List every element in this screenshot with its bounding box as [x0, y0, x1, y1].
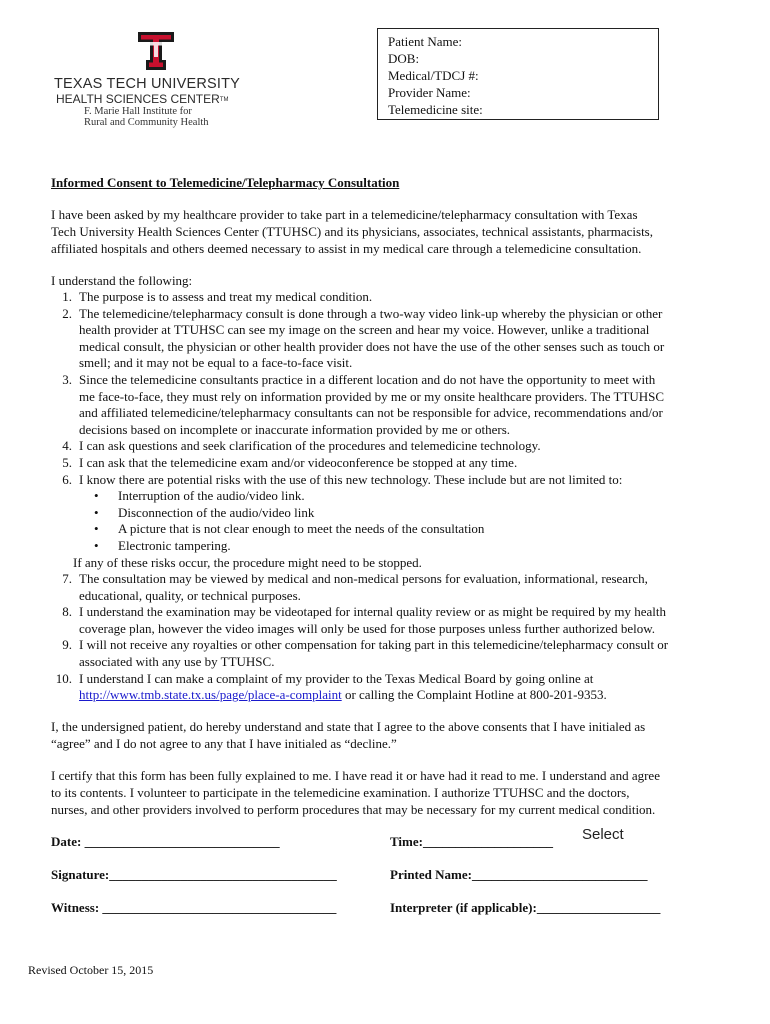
- risk-bullet: • A picture that is not clear enough to meet the needs of the consultation: [94, 521, 485, 537]
- list-item: 10. I understand I can make a complaint of my provider to the Texas Medical Board by going online at http://www.tmb.state.tx.us/page/place-a-complaint or calling the Complaint Hotline at 800-201-9353.: [55, 670, 607, 703]
- double-t-logo-icon: [136, 30, 176, 72]
- complaint-link[interactable]: http://www.tmb.state.tx.us/page/place-a-complaint: [79, 687, 342, 703]
- list-item: 1. The purpose is to assess and treat my medical condition.: [62, 289, 373, 304]
- interpreter-field[interactable]: Interpreter (if applicable):___________________: [390, 900, 661, 915]
- understand-heading: I understand the following:: [51, 273, 193, 288]
- telemedicine-site-field[interactable]: Telemedicine site:: [388, 102, 483, 117]
- list-item: 5. I can ask that the telemedicine exam and/or videoconference be stopped at any time.: [62, 454, 518, 470]
- list-item: 6. I know there are potential risks with the use of this new technology. These include but are not limited to:: [62, 471, 623, 487]
- intro-paragraph: [51, 206, 711, 257]
- risk-bullet: • Disconnection of the audio/video link: [94, 504, 315, 520]
- intro-line: affiliated hospitals and others deemed necessary to assist in my medical care through a telemedicine consultation.: [51, 241, 642, 256]
- time-select-dropdown[interactable]: Select: [582, 826, 624, 843]
- bullet-icon: •: [94, 537, 99, 553]
- intro-line: Tech University Health Sciences Center (TTUHSC) and its physicians, associates, technical assistants, pharmacists,: [51, 224, 653, 239]
- patient-info-box: [377, 28, 659, 120]
- risk-bullet: • Interruption of the audio/video link.: [94, 488, 305, 504]
- risk-note: If any of these risks occur, the procedure might need to be stopped.: [73, 554, 422, 570]
- medical-tdcj-field[interactable]: Medical/TDCJ #:: [388, 68, 479, 83]
- document-title: Informed Consent to Telemedicine/Telepharmacy Consultation: [51, 175, 400, 190]
- revision-date: Revised October 15, 2015: [28, 963, 154, 977]
- logo-university-name: TEXAS TECH UNIVERSITY: [54, 76, 241, 92]
- dob-field[interactable]: DOB:: [388, 51, 420, 66]
- provider-name-field[interactable]: Provider Name:: [388, 85, 471, 100]
- intro-line: I have been asked by my healthcare provider to take part in a telemedicine/telepharmacy consultation with Texas: [51, 207, 638, 222]
- risk-bullet: • Electronic tampering.: [94, 537, 231, 553]
- date-field[interactable]: Date: ______________________________: [51, 834, 280, 849]
- consent-paragraph: I, the undersigned patient, do hereby understand and state that I agree to the above consents that I have initialed as “agree” and I do not agree to any that I have initialed as “decline.”: [51, 719, 646, 751]
- certify-paragraph: I certify that this form has been fully explained to me. I have read it or have had it read to me. I understand and agree to its contents. I volunteer to participate in the telemedicine examination. I authorize TTUHSC and the doctors, nurses, and other providers involved to perform procedures that may be necessary for my current medical condition.: [51, 768, 660, 817]
- list-item: 3. Since the telemedicine consultants practice in a different location and do not have the opportunity to meet with me face-to-face, they must rely on information provided by me or my onsite healthcare providers. The TTUHSC and affiliated telemedicine/telepharmacy consultants can not be responsible for advice, recommendations and/or decisions based on incomplete or inaccurate information provided by me or others.: [62, 371, 665, 437]
- bullet-icon: •: [94, 504, 99, 520]
- list-item: 7. The consultation may be viewed by medical and non-medical persons for evaluation, informational, research, educational, quality, or technical purposes.: [62, 571, 648, 603]
- witness-field[interactable]: Witness: ____________________________________: [51, 900, 337, 915]
- understanding-list: [51, 289, 721, 704]
- logo-center-name: HEALTH SCIENCES CENTERTM: [56, 92, 229, 106]
- list-item: 4. I can ask questions and seek clarification of the procedures and telemedicine technology.: [62, 438, 541, 454]
- printed-name-field[interactable]: Printed Name:___________________________: [390, 867, 648, 882]
- bullet-icon: •: [94, 521, 99, 537]
- logo-institute-subname: Rural and Community Health: [84, 117, 209, 128]
- list-item: 9. I will not receive any royalties or other compensation for taking part in this telemedicine/telepharmacy consult or associated with any use by TTUHSC.: [62, 637, 669, 670]
- logo-institute-name: F. Marie Hall Institute for: [84, 106, 192, 117]
- list-item: 8. I understand the examination may be videotaped for internal quality review or as might be required by my health coverage plan, however the video images will only be used for those purposes unless further authorized below.: [62, 604, 666, 636]
- signature-field[interactable]: Signature:___________________________________: [51, 867, 337, 882]
- ttuhsc-logo: [54, 30, 284, 126]
- bullet-icon: •: [94, 488, 99, 504]
- patient-name-field[interactable]: Patient Name:: [388, 34, 463, 49]
- time-field[interactable]: Time:____________________: [390, 834, 553, 849]
- list-item: 2. The telemedicine/telepharmacy consult is done through a two-way video link-up whereby the physician or other health provider at TTUHSC can see my image on the screen and hear my voice. However, unlike a traditional medical consult, the physician or other health provider does not have the use of the other senses such as touch or smell; and it may not be equal to a face-to-face visit.: [62, 305, 665, 371]
